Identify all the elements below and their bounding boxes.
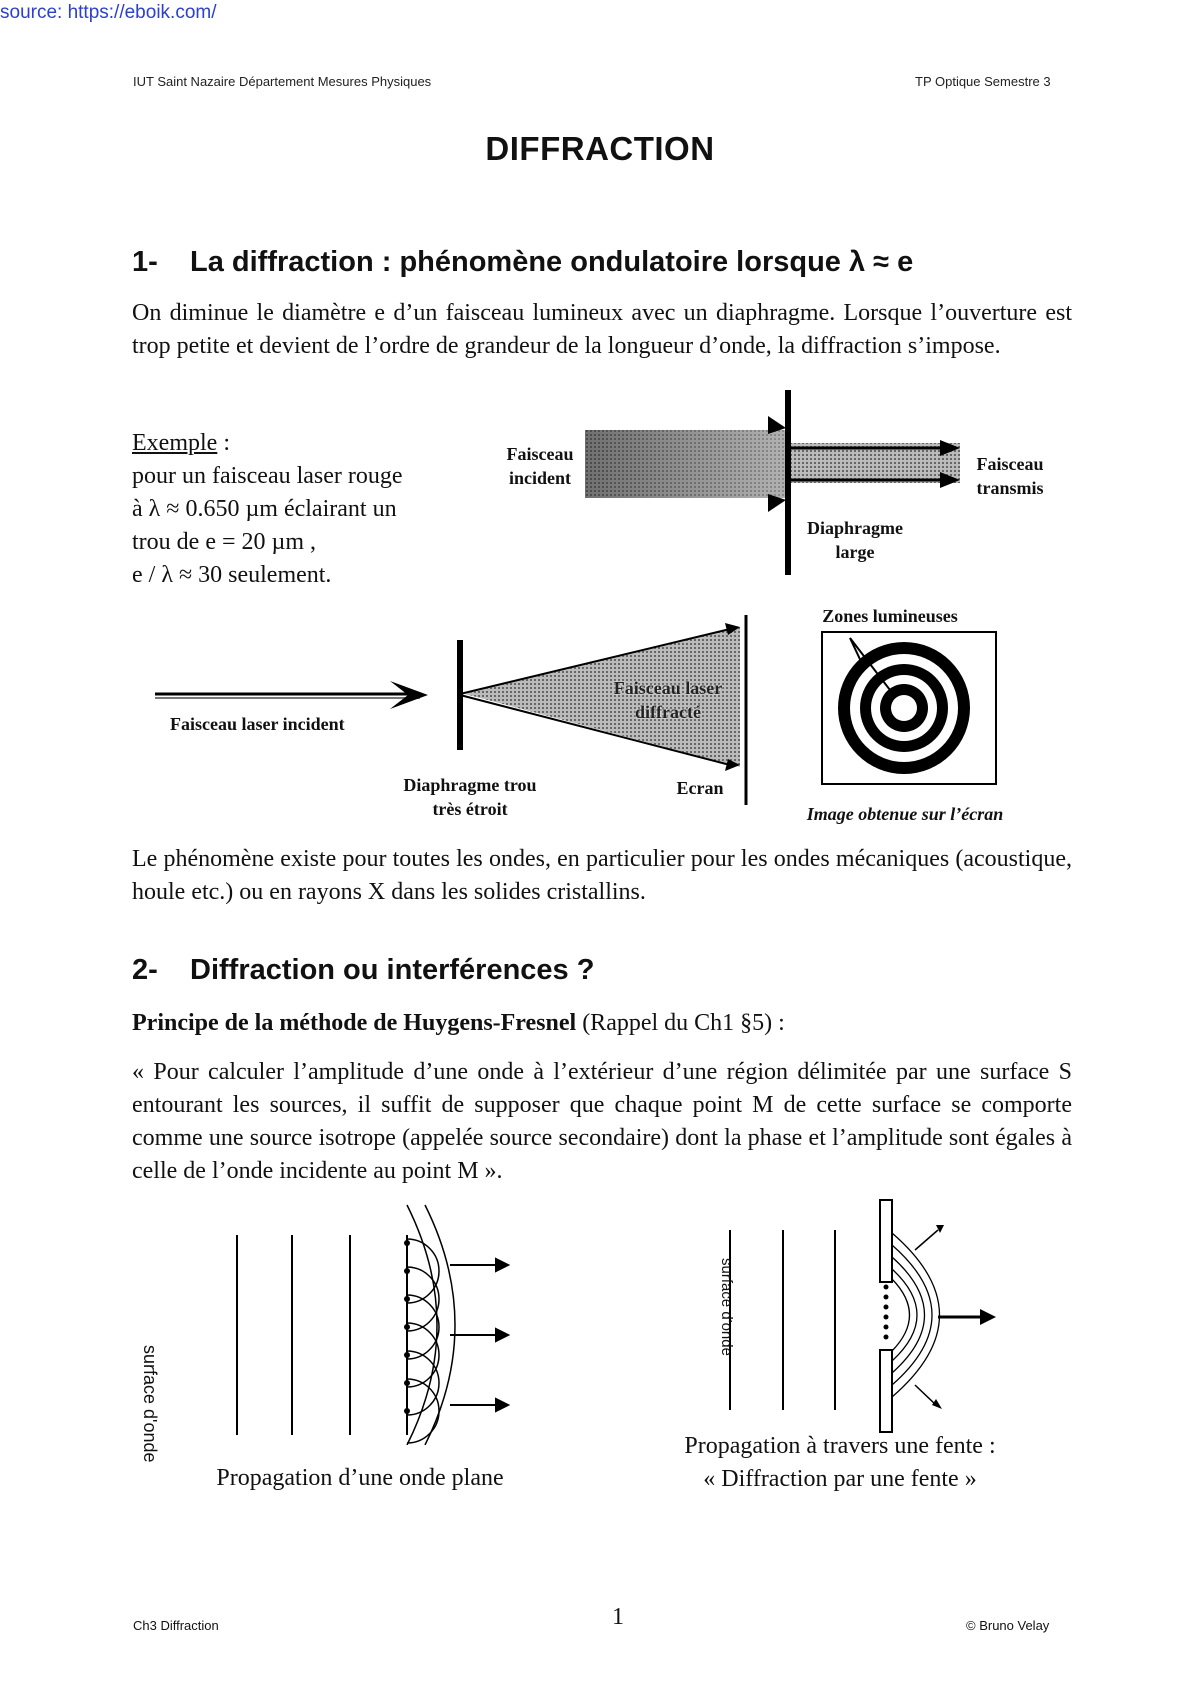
huygens-quote: « Pour calculer l’amplitude d’une onde à l’extérieur d’une région délimitée par une surface S entourant les sources, il suffit de supposer que chaque point M de cette surface se comporte comme une source isotrope (appelée source secondaire) dont la phase et l’amplitude sont égales à celle de l’onde incidente au point M ». — [132, 1059, 1072, 1184]
label-image-ecran: Image obtenue sur l’écran — [806, 804, 1004, 824]
section2-heading — [132, 954, 594, 987]
central-spot — [891, 695, 917, 721]
section1-intro: On diminue le diamètre e d’un faisceau lumineux avec un diaphragme. Lorsque l’ouverture est trop petite et devient de l’ordre de grandeur de la longueur d’onde, la diffraction s’impose. — [132, 300, 1072, 359]
right-surface-label: surface d'onde — [718, 1258, 735, 1356]
example-line: e / λ ≈ 30 seulement. — [132, 562, 332, 588]
section1-title: La diffraction : phénomène ondulatoire lorsque λ ≈ e — [190, 246, 914, 278]
principle-line — [132, 1007, 1072, 1040]
diffracted-wavelets — [892, 1233, 940, 1397]
label-faisceau-transmis: Faisceau transmis — [976, 454, 1044, 498]
example-label: Exemple — [132, 430, 218, 456]
section1-heading — [132, 246, 913, 279]
arrow-icon — [932, 1399, 942, 1409]
section1-conclusion: Le phénomène existe pour toutes les ondes, en particulier pour les ondes mécaniques (acoustique, houle etc.) ou en rayons X dans les solides cristallins. — [132, 846, 1072, 905]
header-left: IUT Saint Nazaire Département Mesures Physiques — [133, 74, 432, 89]
label-laser-diffracte: Faisceau laser diffracté — [613, 678, 723, 722]
principle-title: Principe de la méthode de Huygens-Fresnel — [132, 1010, 577, 1036]
arrow-icon — [980, 1309, 996, 1325]
page-title: DIFFRACTION — [485, 130, 715, 167]
plane-wave-figure — [200, 1195, 530, 1445]
principle-reference: (Rappel du Ch1 §5) : — [576, 1010, 785, 1036]
secondary-wavelets — [407, 1205, 455, 1445]
section2-number: 2- — [132, 954, 158, 986]
caption-slit-line2: « Diffraction par une fente » — [703, 1466, 977, 1492]
label-diaphragme-trou: Diaphragme trou très étroit — [403, 775, 537, 819]
example-line: trou de e = 20 µm , — [132, 529, 316, 555]
caption-slit — [620, 1430, 1060, 1496]
slit-wall-top — [880, 1200, 892, 1282]
screen-image-figure — [820, 630, 1000, 788]
left-surface-label: surface d'onde — [140, 1345, 160, 1463]
arrow-icon — [496, 1399, 508, 1411]
example-block — [132, 427, 403, 592]
example-line: pour un faisceau laser rouge — [132, 463, 403, 489]
section1-number: 1- — [132, 246, 158, 278]
footer-right: © Bruno Velay — [966, 1618, 1050, 1633]
footer-left: Ch3 Diffraction — [133, 1618, 219, 1633]
label-laser-incident: Faisceau laser incident — [170, 714, 345, 734]
arrow-icon — [496, 1329, 508, 1341]
example-line: à λ ≈ 0.650 µm éclairant un — [132, 496, 397, 522]
caption-plane-wave: Propagation d’une onde plane — [216, 1465, 504, 1491]
slit-wall-bottom — [880, 1350, 892, 1432]
header-right: TP Optique Semestre 3 — [915, 74, 1051, 89]
section2-title: Diffraction ou interférences ? — [190, 954, 595, 986]
page-number: 1 — [612, 1604, 624, 1630]
label-diaphragme-large: Diaphragme large — [807, 518, 903, 562]
source-link[interactable]: source: https://eboik.com/ — [0, 2, 217, 23]
example-colon: : — [217, 430, 230, 456]
label-ecran: Ecran — [676, 778, 724, 798]
arrow-icon — [496, 1259, 508, 1271]
slit-figure — [700, 1195, 1000, 1435]
arrow-icon — [936, 1225, 944, 1233]
label-zones-lumineuses: Zones lumineuses — [822, 606, 958, 626]
label-faisceau-incident: Faisceau incident — [506, 444, 574, 488]
caption-slit-line1: Propagation à travers une fente : — [684, 1433, 996, 1459]
